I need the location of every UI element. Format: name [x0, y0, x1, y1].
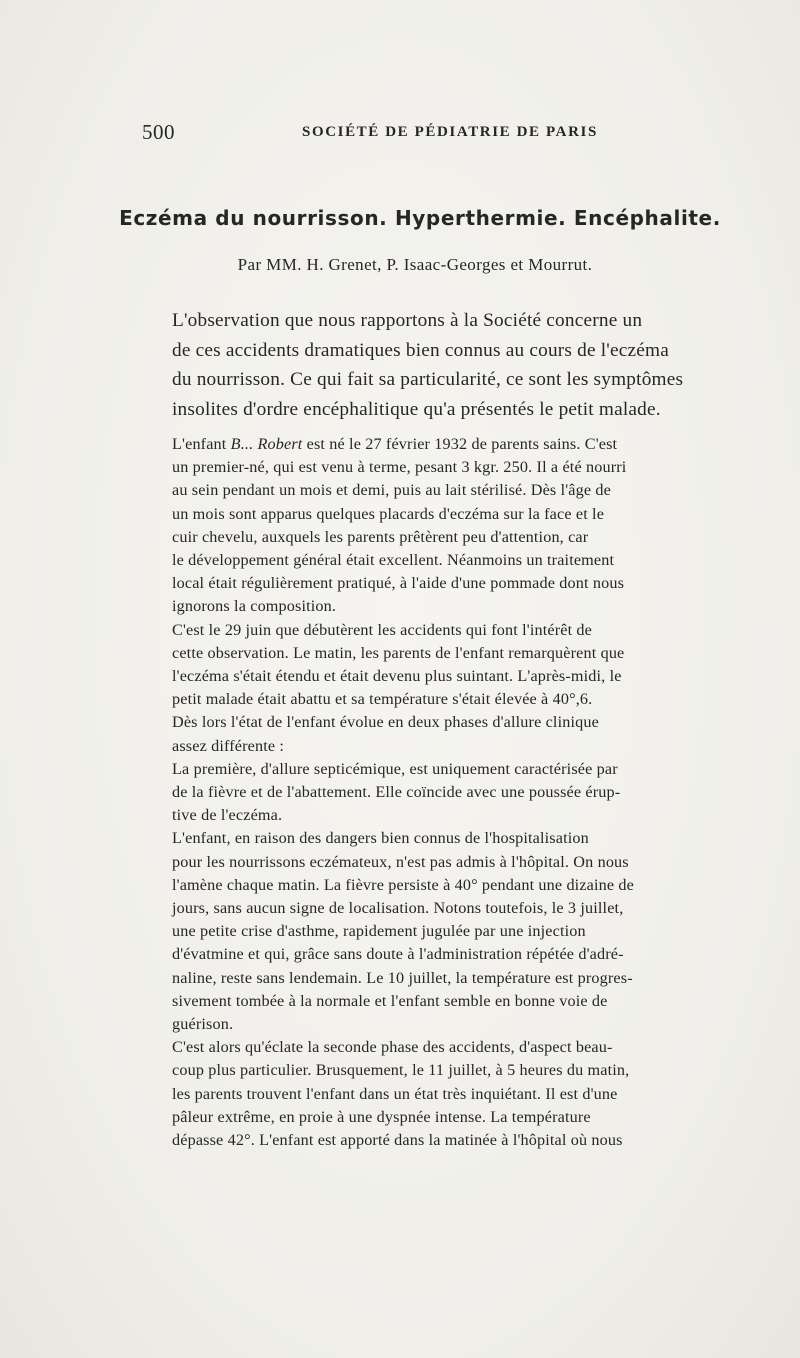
patient-name: B... Robert	[230, 435, 303, 453]
paragraph-first-phase	[142, 758, 752, 828]
text-line: de la fièvre et de l'abattement. Elle coïncide avec une poussée érup-	[172, 783, 621, 802]
text-line: L'enfant, en raison des dangers bien connus de l'hospitalisation	[172, 829, 589, 848]
text-line: du nourrisson. Ce qui fait sa particularité, ce sont les symptômes	[172, 369, 684, 391]
text-line: sivement tombée à la normale et l'enfant semble en bonne voie de	[172, 991, 608, 1010]
paragraph-fever-course	[142, 827, 752, 1036]
text-line: un premier-né, qui est venu à terme, pesant 3 kgr. 250. Il a été nourri	[172, 458, 627, 477]
text-line: La première, d'allure septicémique, est uniquement caractérisée par	[172, 759, 618, 778]
article-title: Eczéma du nourrisson. Hyperthermie. Encéphalite.	[119, 206, 721, 230]
text-line: de ces accidents dramatiques bien connus au cours de l'eczéma	[172, 339, 669, 361]
text-line: l'amène chaque matin. La fièvre persiste à 40° pendant une dizaine de	[172, 875, 635, 894]
text-line: C'est alors qu'éclate la seconde phase des accidents, d'aspect beau-	[172, 1038, 613, 1057]
intro-paragraph	[142, 306, 752, 424]
paragraph-patient-history	[142, 433, 752, 619]
text-line: les parents trouvent l'enfant dans un état très inquiétant. Il est d'une	[172, 1084, 618, 1103]
text-line: un mois sont apparus quelques placards d'eczéma sur la face et le	[172, 504, 605, 523]
running-header	[142, 120, 762, 148]
text-line: assez différente :	[172, 736, 285, 755]
intro-text	[142, 306, 752, 424]
paragraph-onset	[142, 619, 752, 712]
case-report-body	[142, 433, 752, 1152]
text-line: guérison.	[172, 1015, 234, 1034]
text-line: le développement général était excellent. Néanmoins un traitement	[172, 551, 615, 570]
text-line: ignorons la composition.	[172, 597, 337, 616]
text-prefix: L'enfant	[172, 435, 231, 453]
text-segment: est né le 27 février 1932 de parents sains. C'est	[302, 435, 618, 453]
text-line: pour les nourrissons eczémateux, n'est pas admis à l'hôpital. On nous	[172, 852, 629, 871]
text-line: au sein pendant un mois et demi, puis au lait stérilisé. Dès l'âge de	[172, 481, 611, 500]
text-line: une petite crise d'asthme, rapidement jugulée par une injection	[172, 922, 586, 941]
text-line: naline, reste sans lendemain. Le 10 juillet, la température est progres-	[172, 968, 633, 987]
journal-title: SOCIÉTÉ DE PÉDIATRIE DE PARIS	[302, 124, 598, 140]
paragraph-second-phase	[142, 1036, 752, 1152]
text-line: dépasse 42°. L'enfant est apporté dans la matinée à l'hôpital où nous	[172, 1131, 623, 1150]
text-line: petit malade était abattu et sa température s'était élevée à 40°,6.	[172, 690, 593, 709]
text-line: insolites d'ordre encéphalitique qu'a présentés le petit malade.	[172, 398, 661, 420]
article-authors: Par MM. H. Grenet, P. Isaac-Georges et Mourrut.	[237, 255, 593, 274]
text-line: local était régulièrement pratiqué, à l'aide d'une pommade dont nous	[172, 574, 625, 593]
text-line	[142, 433, 752, 456]
text-line: tive de l'eczéma.	[172, 806, 283, 825]
text-line: L'observation que nous rapportons à la Société concerne un	[172, 310, 643, 331]
text-line: cette observation. Le matin, les parents de l'enfant remarquèrent que	[172, 643, 625, 662]
paragraph-phases	[142, 711, 752, 757]
text-line: l'eczéma s'était étendu et était devenu plus suintant. L'après-midi, le	[172, 667, 622, 686]
page-number: 500	[142, 120, 175, 144]
text-line: C'est le 29 juin que débutèrent les accidents qui font l'intérêt de	[172, 620, 593, 639]
text-line: cuir chevelu, auxquels les parents prêtèrent peu d'attention, car	[172, 527, 589, 546]
text-line: d'évatmine et qui, grâce sans doute à l'administration répétée d'adré-	[172, 945, 624, 964]
text-line: coup plus particulier. Brusquement, le 11 juillet, à 5 heures du matin,	[172, 1061, 630, 1080]
text-line: Dès lors l'état de l'enfant évolue en deux phases d'allure clinique	[172, 713, 599, 732]
text-line: pâleur extrême, en proie à une dyspnée intense. La température	[172, 1107, 591, 1126]
text-line: jours, sans aucun signe de localisation. Notons toutefois, le 3 juillet,	[172, 899, 624, 918]
